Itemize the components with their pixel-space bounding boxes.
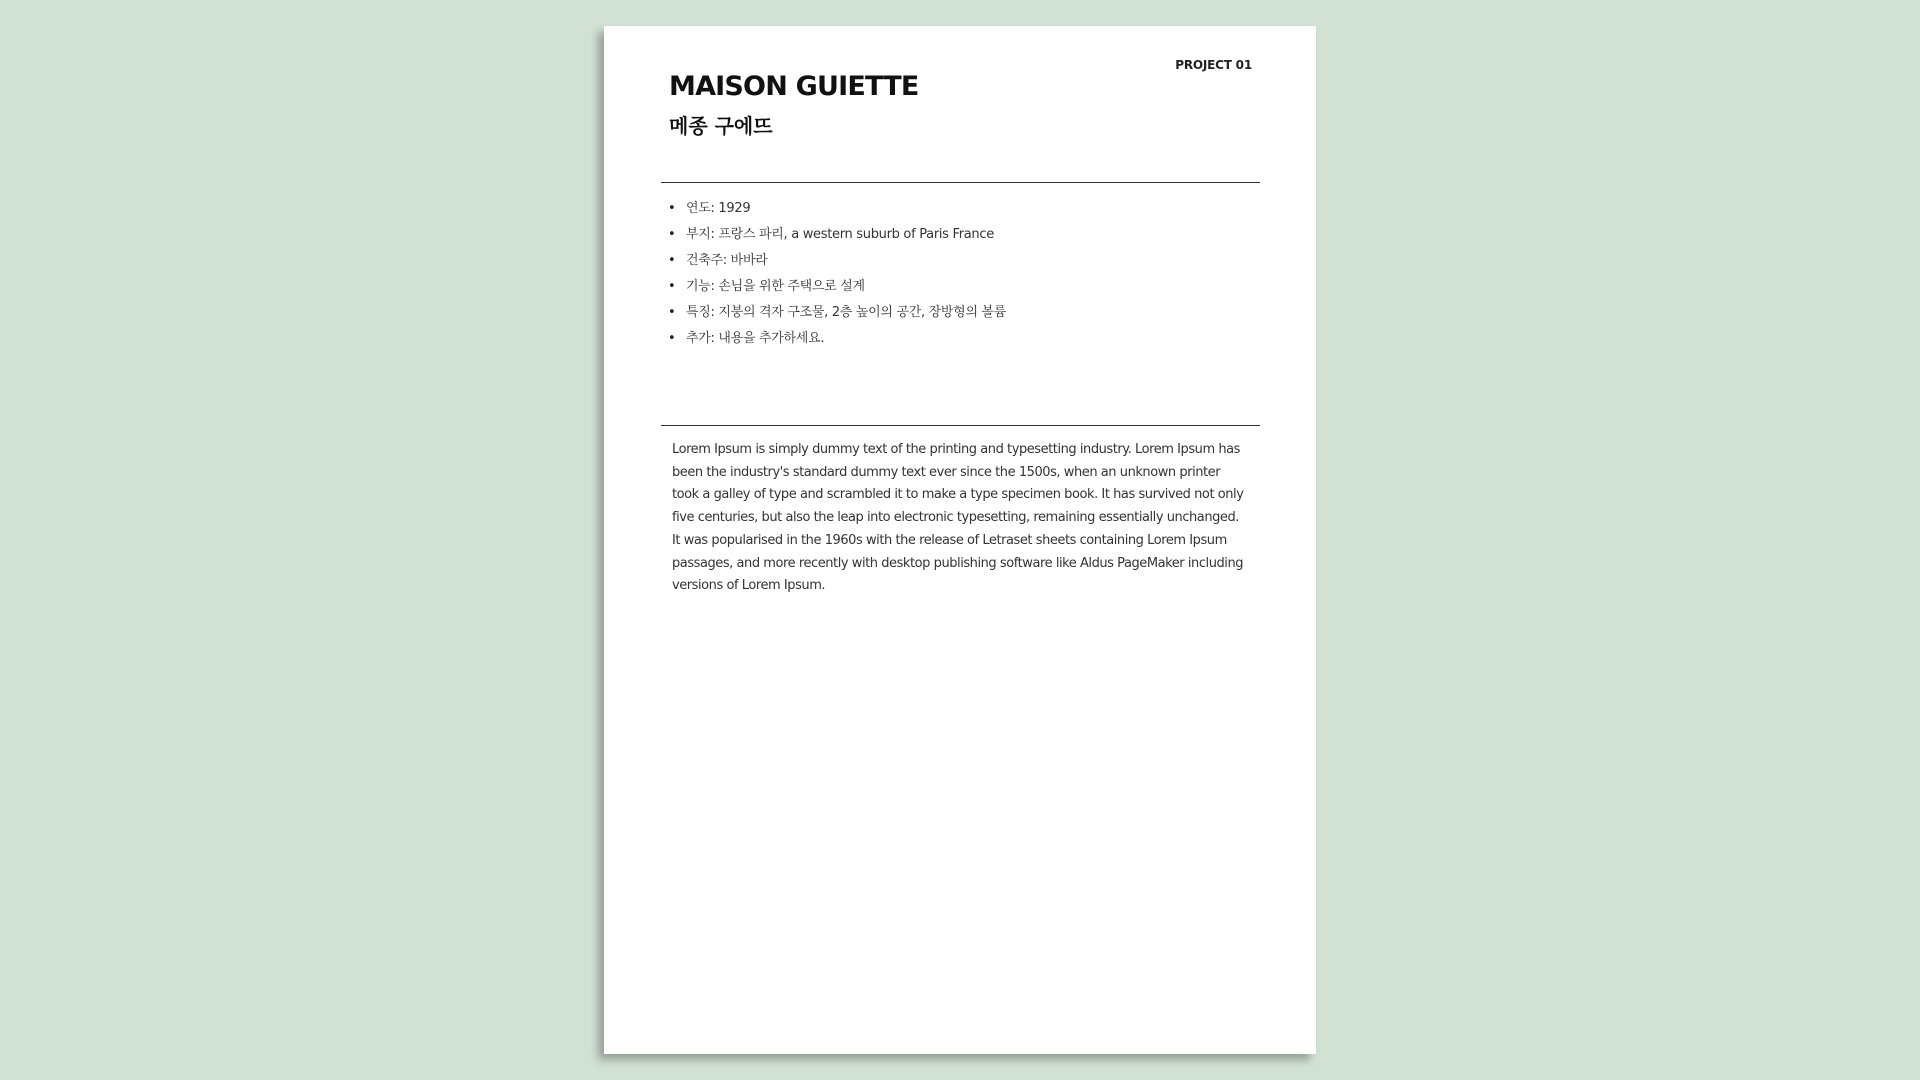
fact-item xyxy=(668,222,1006,248)
document-page xyxy=(604,26,1316,1054)
bullet-icon: • xyxy=(668,305,676,320)
page-subtitle: 메종 구에뜨 xyxy=(669,114,773,138)
page-title: MAISON GUIETTE xyxy=(669,71,919,102)
fact-text: 부지: 프랑스 파리, a western suburb of Paris France xyxy=(686,227,994,242)
fact-item xyxy=(668,248,1006,274)
bullet-icon: • xyxy=(668,227,676,242)
fact-item xyxy=(668,274,1006,300)
bullet-icon: • xyxy=(668,253,676,268)
bullet-icon: • xyxy=(668,201,676,216)
top-divider xyxy=(661,182,1260,183)
fact-text: 추가: 내용을 추가하세요. xyxy=(686,331,825,346)
bullet-icon: • xyxy=(668,331,676,346)
fact-text: 기능: 손님을 위한 주택으로 설계 xyxy=(686,279,865,294)
description-paragraph: Lorem Ipsum is simply dummy text of the printing and typesetting industry. Lorem Ipsum has been the industry's standard dummy text ever since the 1500s, when an unknown printer took a galley of type and scrambled it to make a type specimen book. It has survived not only five centuries, but also the leap into electronic typesetting, remaining essentially unchanged. It was popularised in the 1960s with the release of Letraset sheets containing Lorem Ipsum passages, and more recently with desktop publishing software like Aldus PageMaker including versions of Lorem Ipsum. xyxy=(672,442,1244,594)
project-label: PROJECT 01 xyxy=(1175,58,1252,72)
fact-item xyxy=(668,196,1006,222)
fact-item xyxy=(668,326,1006,352)
fact-text: 특징: 지붕의 격자 구조물, 2층 높이의 공간, 장방형의 볼륨 xyxy=(686,305,1007,320)
middle-divider xyxy=(661,425,1260,426)
bullet-icon: • xyxy=(668,279,676,294)
fact-text: 연도: 1929 xyxy=(686,201,751,216)
fact-text: 건축주: 바바라 xyxy=(686,253,768,268)
fact-item xyxy=(668,300,1006,326)
facts-list xyxy=(668,196,1006,352)
